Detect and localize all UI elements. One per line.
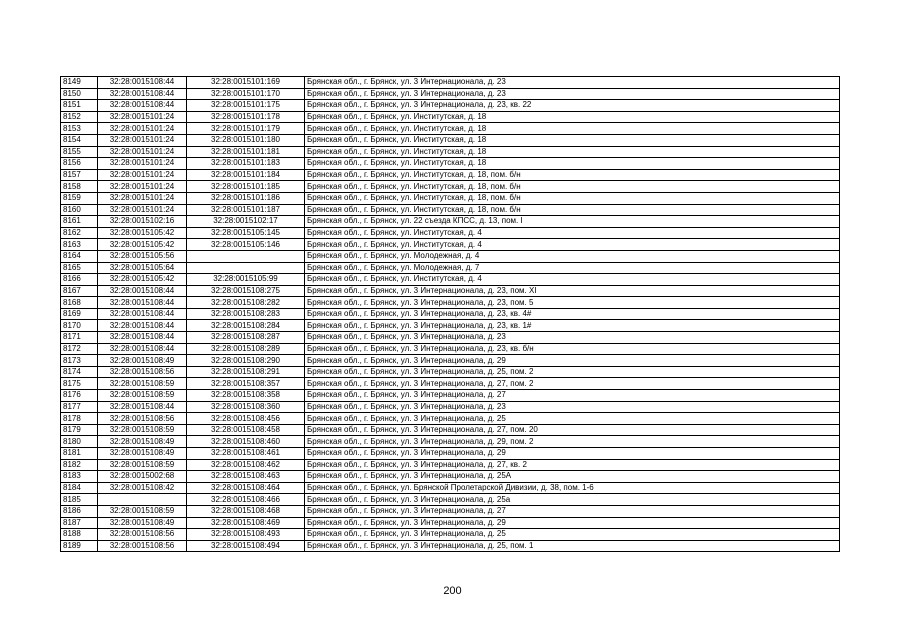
cadastral-number-cell: 32:28:0015108:284	[187, 320, 305, 332]
cadastral-number-cell: 32:28:0015101:179	[187, 123, 305, 135]
table-row	[61, 482, 840, 494]
parent-cadastral-cell: 32:28:0015108:56	[98, 366, 187, 378]
row-number-cell: 8171	[61, 332, 98, 344]
table-row	[61, 355, 840, 367]
table-row	[61, 390, 840, 402]
address-cell: Брянская обл., г. Брянск, ул. 3 Интернационала, д. 29	[305, 355, 840, 367]
table-row	[61, 100, 840, 112]
row-number-cell: 8160	[61, 204, 98, 216]
table-row	[61, 297, 840, 309]
row-number-cell: 8185	[61, 494, 98, 506]
row-number-cell: 8155	[61, 146, 98, 158]
table-row	[61, 111, 840, 123]
cadastral-number-cell: 32:28:0015108:466	[187, 494, 305, 506]
address-cell: Брянская обл., г. Брянск, ул. 3 Интернационала, д. 27, пом. 20	[305, 424, 840, 436]
table-row	[61, 158, 840, 170]
table-row	[61, 471, 840, 483]
address-cell: Брянская обл., г. Брянск, ул. 3 Интернационала, д. 23, кв. 4#	[305, 308, 840, 320]
table-row	[61, 181, 840, 193]
address-cell: Брянская обл., г. Брянск, ул. 3 Интернационала, д. 29	[305, 517, 840, 529]
table-row	[61, 134, 840, 146]
table-row	[61, 216, 840, 228]
row-number-cell: 8182	[61, 459, 98, 471]
cadastral-number-cell: 32:28:0015108:469	[187, 517, 305, 529]
address-cell: Брянская обл., г. Брянск, ул. 3 Интернационала, д. 23, пом. XI	[305, 285, 840, 297]
address-cell: Брянская обл., г. Брянск, ул. Брянской Пролетарской Дивизии, д. 38, пом. 1-6	[305, 482, 840, 494]
address-cell: Брянская обл., г. Брянск, ул. Институтская, д. 18	[305, 158, 840, 170]
table-row	[61, 250, 840, 262]
cadastral-number-cell: 32:28:0015108:358	[187, 390, 305, 402]
cadastral-number-cell: 32:28:0015101:186	[187, 192, 305, 204]
cadastral-number-cell: 32:28:0015108:456	[187, 413, 305, 425]
parent-cadastral-cell: 32:28:0015105:42	[98, 274, 187, 286]
row-number-cell: 8172	[61, 343, 98, 355]
table-row	[61, 540, 840, 552]
table-row	[61, 285, 840, 297]
parent-cadastral-cell: 32:28:0015108:44	[98, 343, 187, 355]
cadastral-number-cell: 32:28:0015102:17	[187, 216, 305, 228]
cadastral-number-cell: 32:28:0015108:357	[187, 378, 305, 390]
parent-cadastral-cell: 32:28:0015108:44	[98, 332, 187, 344]
row-number-cell: 8156	[61, 158, 98, 170]
table-row	[61, 366, 840, 378]
parent-cadastral-cell: 32:28:0015108:59	[98, 390, 187, 402]
row-number-cell: 8150	[61, 88, 98, 100]
row-number-cell: 8188	[61, 529, 98, 541]
address-cell: Брянская обл., г. Брянск, ул. 3 Интернационала, д. 23, кв. б/н	[305, 343, 840, 355]
row-number-cell: 8183	[61, 471, 98, 483]
cadastral-number-cell: 32:28:0015108:494	[187, 540, 305, 552]
parent-cadastral-cell: 32:28:0015108:49	[98, 436, 187, 448]
cadastral-number-cell: 32:28:0015108:283	[187, 308, 305, 320]
address-cell: Брянская обл., г. Брянск, ул. Институтская, д. 18, пом. б/н	[305, 169, 840, 181]
table-row	[61, 529, 840, 541]
parent-cadastral-cell: 32:28:0015101:24	[98, 204, 187, 216]
cadastral-number-cell: 32:28:0015108:287	[187, 332, 305, 344]
cadastral-number-cell: 32:28:0015101:181	[187, 146, 305, 158]
address-cell: Брянская обл., г. Брянск, ул. Институтская, д. 4	[305, 227, 840, 239]
parent-cadastral-cell: 32:28:0015108:59	[98, 424, 187, 436]
cadastral-number-cell: 32:28:0015101:169	[187, 77, 305, 89]
row-number-cell: 8151	[61, 100, 98, 112]
table-row	[61, 413, 840, 425]
cadastral-number-cell: 32:28:0015108:290	[187, 355, 305, 367]
parent-cadastral-cell: 32:28:0015105:64	[98, 262, 187, 274]
registry-table-body	[61, 77, 840, 552]
parent-cadastral-cell: 32:28:0015105:42	[98, 239, 187, 251]
table-row	[61, 320, 840, 332]
table-row	[61, 123, 840, 135]
table-row	[61, 88, 840, 100]
address-cell: Брянская обл., г. Брянск, ул. Институтская, д. 18, пом. б/н	[305, 192, 840, 204]
address-cell: Брянская обл., г. Брянск, ул. Институтская, д. 18	[305, 111, 840, 123]
row-number-cell: 8184	[61, 482, 98, 494]
row-number-cell: 8181	[61, 448, 98, 460]
parent-cadastral-cell: 32:28:0015108:56	[98, 413, 187, 425]
parent-cadastral-cell: 32:28:0015101:24	[98, 146, 187, 158]
row-number-cell: 8167	[61, 285, 98, 297]
cadastral-number-cell: 32:28:0015108:461	[187, 448, 305, 460]
parent-cadastral-cell: 32:28:0015102:16	[98, 216, 187, 228]
cadastral-number-cell: 32:28:0015101:170	[187, 88, 305, 100]
parent-cadastral-cell: 32:28:0015108:59	[98, 459, 187, 471]
row-number-cell: 8152	[61, 111, 98, 123]
table-row	[61, 332, 840, 344]
address-cell: Брянская обл., г. Брянск, ул. 3 Интернационала, д. 29, пом. 2	[305, 436, 840, 448]
cadastral-number-cell	[187, 262, 305, 274]
parent-cadastral-cell: 32:28:0015101:24	[98, 169, 187, 181]
row-number-cell: 8187	[61, 517, 98, 529]
table-row	[61, 192, 840, 204]
parent-cadastral-cell: 32:28:0015108:42	[98, 482, 187, 494]
cadastral-number-cell: 32:28:0015108:360	[187, 401, 305, 413]
address-cell: Брянская обл., г. Брянск, ул. 3 Интернационала, д. 23, кв. 22	[305, 100, 840, 112]
address-cell: Брянская обл., г. Брянск, ул. 3 Интернационала, д. 23	[305, 332, 840, 344]
address-cell: Брянская обл., г. Брянск, ул. Молодежная, д. 7	[305, 262, 840, 274]
table-row	[61, 262, 840, 274]
parent-cadastral-cell: 32:28:0015108:49	[98, 448, 187, 460]
parent-cadastral-cell: 32:28:0015108:44	[98, 88, 187, 100]
address-cell: Брянская обл., г. Брянск, ул. Молодежная, д. 4	[305, 250, 840, 262]
address-cell: Брянская обл., г. Брянск, ул. 3 Интернационала, д. 25, пом. 1	[305, 540, 840, 552]
row-number-cell: 8170	[61, 320, 98, 332]
parent-cadastral-cell: 32:28:0015108:49	[98, 355, 187, 367]
row-number-cell: 8176	[61, 390, 98, 402]
parent-cadastral-cell: 32:28:0015105:42	[98, 227, 187, 239]
address-cell: Брянская обл., г. Брянск, ул. Институтская, д. 18	[305, 123, 840, 135]
cadastral-number-cell: 32:28:0015108:464	[187, 482, 305, 494]
parent-cadastral-cell: 32:28:0015002:68	[98, 471, 187, 483]
parent-cadastral-cell: 32:28:0015101:24	[98, 123, 187, 135]
table-row	[61, 77, 840, 89]
row-number-cell: 8177	[61, 401, 98, 413]
table-row	[61, 401, 840, 413]
row-number-cell: 8169	[61, 308, 98, 320]
cadastral-number-cell: 32:28:0015108:462	[187, 459, 305, 471]
parent-cadastral-cell: 32:28:0015101:24	[98, 192, 187, 204]
address-cell: Брянская обл., г. Брянск, ул. 3 Интернационала, д. 27, пом. 2	[305, 378, 840, 390]
address-cell: Брянская обл., г. Брянск, ул. Институтская, д. 4	[305, 239, 840, 251]
address-cell: Брянская обл., г. Брянск, ул. Институтская, д. 18, пом. б/н	[305, 204, 840, 216]
cadastral-number-cell: 32:28:0015101:178	[187, 111, 305, 123]
address-cell: Брянская обл., г. Брянск, ул. 22 съезда КПСС, д. 13, пом. I	[305, 216, 840, 228]
cadastral-number-cell: 32:28:0015101:183	[187, 158, 305, 170]
cadastral-number-cell: 32:28:0015108:468	[187, 505, 305, 517]
cadastral-number-cell: 32:28:0015105:145	[187, 227, 305, 239]
address-cell: Брянская обл., г. Брянск, ул. 3 Интернационала, д. 25	[305, 529, 840, 541]
row-number-cell: 8165	[61, 262, 98, 274]
table-row	[61, 424, 840, 436]
row-number-cell: 8173	[61, 355, 98, 367]
parent-cadastral-cell: 32:28:0015105:56	[98, 250, 187, 262]
row-number-cell: 8180	[61, 436, 98, 448]
parent-cadastral-cell: 32:28:0015108:44	[98, 308, 187, 320]
row-number-cell: 8162	[61, 227, 98, 239]
cadastral-number-cell: 32:28:0015101:175	[187, 100, 305, 112]
row-number-cell: 8174	[61, 366, 98, 378]
address-cell: Брянская обл., г. Брянск, ул. 3 Интернационала, д. 23	[305, 77, 840, 89]
table-row	[61, 274, 840, 286]
parent-cadastral-cell	[98, 494, 187, 506]
cadastral-number-cell	[187, 250, 305, 262]
parent-cadastral-cell: 32:28:0015108:44	[98, 100, 187, 112]
cadastral-number-cell: 32:28:0015101:185	[187, 181, 305, 193]
row-number-cell: 8161	[61, 216, 98, 228]
cadastral-number-cell: 32:28:0015108:460	[187, 436, 305, 448]
row-number-cell: 8154	[61, 134, 98, 146]
table-row	[61, 169, 840, 181]
row-number-cell: 8164	[61, 250, 98, 262]
parent-cadastral-cell: 32:28:0015108:56	[98, 529, 187, 541]
parent-cadastral-cell: 32:28:0015108:56	[98, 540, 187, 552]
row-number-cell: 8189	[61, 540, 98, 552]
parent-cadastral-cell: 32:28:0015108:49	[98, 517, 187, 529]
row-number-cell: 8166	[61, 274, 98, 286]
table-row	[61, 505, 840, 517]
page-number: 200	[443, 585, 462, 597]
address-cell: Брянская обл., г. Брянск, ул. Институтская, д. 18	[305, 134, 840, 146]
address-cell: Брянская обл., г. Брянск, ул. 3 Интернационала, д. 27	[305, 390, 840, 402]
address-cell: Брянская обл., г. Брянск, ул. 3 Интернационала, д. 25	[305, 413, 840, 425]
parent-cadastral-cell: 32:28:0015101:24	[98, 111, 187, 123]
address-cell: Брянская обл., г. Брянск, ул. Институтская, д. 4	[305, 274, 840, 286]
row-number-cell: 8153	[61, 123, 98, 135]
table-row	[61, 308, 840, 320]
address-cell: Брянская обл., г. Брянск, ул. 3 Интернационала, д. 27	[305, 505, 840, 517]
row-number-cell: 8158	[61, 181, 98, 193]
table-row	[61, 448, 840, 460]
table-row	[61, 239, 840, 251]
table-row	[61, 227, 840, 239]
address-cell: Брянская обл., г. Брянск, ул. 3 Интернационала, д. 23, пом. 5	[305, 297, 840, 309]
cadastral-number-cell: 32:28:0015108:289	[187, 343, 305, 355]
row-number-cell: 8178	[61, 413, 98, 425]
table-row	[61, 436, 840, 448]
table-row	[61, 517, 840, 529]
parent-cadastral-cell: 32:28:0015108:44	[98, 320, 187, 332]
cadastral-number-cell: 32:28:0015105:146	[187, 239, 305, 251]
parent-cadastral-cell: 32:28:0015108:44	[98, 401, 187, 413]
registry-table	[60, 76, 840, 552]
address-cell: Брянская обл., г. Брянск, ул. Институтская, д. 18	[305, 146, 840, 158]
cadastral-number-cell: 32:28:0015108:282	[187, 297, 305, 309]
parent-cadastral-cell: 32:28:0015108:44	[98, 297, 187, 309]
address-cell: Брянская обл., г. Брянск, ул. 3 Интернационала, д. 23	[305, 88, 840, 100]
row-number-cell: 8163	[61, 239, 98, 251]
cadastral-number-cell: 32:28:0015108:493	[187, 529, 305, 541]
row-number-cell: 8149	[61, 77, 98, 89]
address-cell: Брянская обл., г. Брянск, ул. 3 Интернационала, д. 25, пом. 2	[305, 366, 840, 378]
cadastral-number-cell: 32:28:0015101:184	[187, 169, 305, 181]
cadastral-number-cell: 32:28:0015108:291	[187, 366, 305, 378]
row-number-cell: 8175	[61, 378, 98, 390]
table-row	[61, 494, 840, 506]
parent-cadastral-cell: 32:28:0015108:44	[98, 77, 187, 89]
table-row	[61, 378, 840, 390]
address-cell: Брянская обл., г. Брянск, ул. 3 Интернационала, д. 27, кв. 2	[305, 459, 840, 471]
cadastral-number-cell: 32:28:0015108:275	[187, 285, 305, 297]
row-number-cell: 8186	[61, 505, 98, 517]
table-row	[61, 146, 840, 158]
row-number-cell: 8157	[61, 169, 98, 181]
cadastral-number-cell: 32:28:0015101:187	[187, 204, 305, 216]
parent-cadastral-cell: 32:28:0015108:59	[98, 505, 187, 517]
cadastral-number-cell: 32:28:0015101:180	[187, 134, 305, 146]
parent-cadastral-cell: 32:28:0015101:24	[98, 134, 187, 146]
table-row	[61, 459, 840, 471]
address-cell: Брянская обл., г. Брянск, ул. 3 Интернационала, д. 29	[305, 448, 840, 460]
row-number-cell: 8159	[61, 192, 98, 204]
parent-cadastral-cell: 32:28:0015108:59	[98, 378, 187, 390]
row-number-cell: 8179	[61, 424, 98, 436]
cadastral-number-cell: 32:28:0015108:463	[187, 471, 305, 483]
cadastral-number-cell: 32:28:0015108:458	[187, 424, 305, 436]
address-cell: Брянская обл., г. Брянск, ул. Институтская, д. 18, пом. б/н	[305, 181, 840, 193]
parent-cadastral-cell: 32:28:0015101:24	[98, 158, 187, 170]
address-cell: Брянская обл., г. Брянск, ул. 3 Интернационала, д. 25а	[305, 494, 840, 506]
cadastral-number-cell: 32:28:0015105:99	[187, 274, 305, 286]
table-row	[61, 204, 840, 216]
table-row	[61, 343, 840, 355]
address-cell: Брянская обл., г. Брянск, ул. 3 Интернационала, д. 25А	[305, 471, 840, 483]
parent-cadastral-cell: 32:28:0015108:44	[98, 285, 187, 297]
parent-cadastral-cell: 32:28:0015101:24	[98, 181, 187, 193]
address-cell: Брянская обл., г. Брянск, ул. 3 Интернационала, д. 23	[305, 401, 840, 413]
address-cell: Брянская обл., г. Брянск, ул. 3 Интернационала, д. 23, кв. 1#	[305, 320, 840, 332]
row-number-cell: 8168	[61, 297, 98, 309]
